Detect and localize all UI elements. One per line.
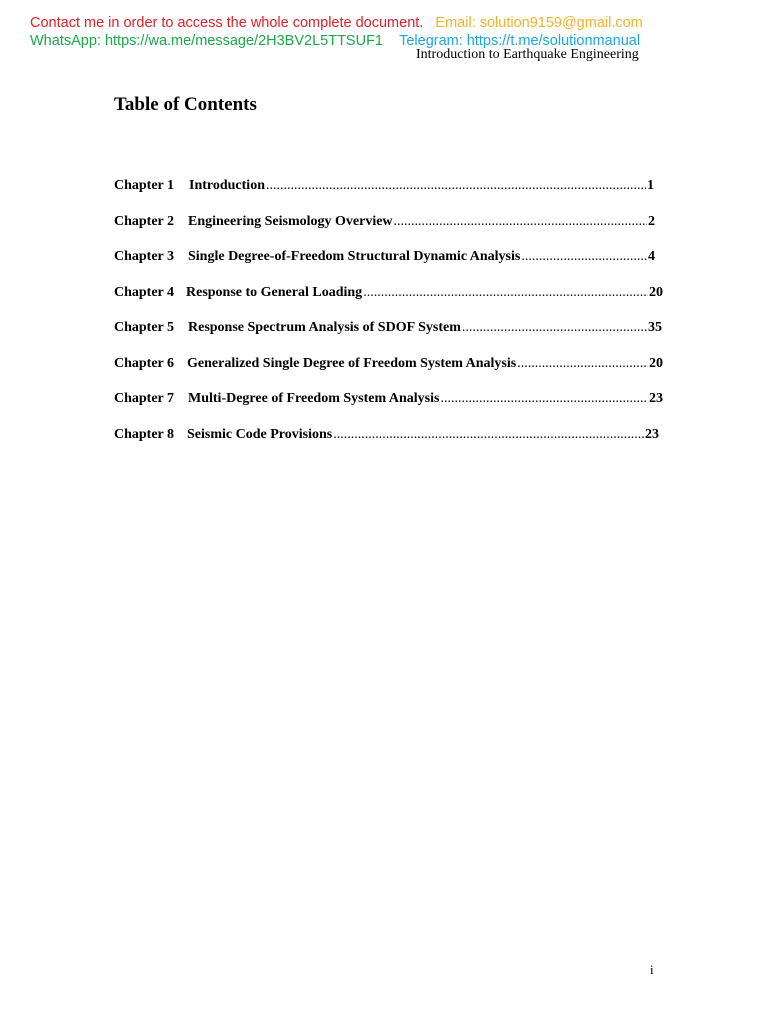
toc-chapter-title: Response to General Loading xyxy=(186,285,363,300)
toc-page-number: 1 xyxy=(647,178,654,193)
toc-leader-dots xyxy=(333,426,644,444)
toc-chapter-title: Introduction xyxy=(189,178,265,193)
toc-leader-dots xyxy=(521,248,647,266)
toc-leader-dots xyxy=(266,177,646,195)
toc-leader-dots xyxy=(394,213,647,231)
toc-chapter-title: Generalized Single Degree of Freedom System Analysis xyxy=(187,356,517,371)
toc-entry-1[interactable] xyxy=(114,177,654,195)
contact-email-link[interactable]: Email: solution9159@gmail.com xyxy=(435,15,643,31)
toc-page-number: 23 xyxy=(649,391,663,406)
page-number: i xyxy=(650,962,654,977)
toc-leader-dots xyxy=(517,355,648,373)
toc-leader-dots xyxy=(363,284,648,302)
toc-chapter-title: Single Degree-of-Freedom Structural Dynamic Analysis xyxy=(188,249,521,264)
toc-leader-dots xyxy=(462,319,647,337)
toc-entry-4[interactable] xyxy=(114,284,663,302)
toc-chapter-label: Chapter 1 xyxy=(114,178,175,193)
toc-page-number: 2 xyxy=(648,214,655,229)
telegram-link[interactable]: Telegram: https://t.me/solutionmanual xyxy=(399,33,641,49)
toc-entry-8[interactable] xyxy=(114,426,659,444)
toc-entry-2[interactable] xyxy=(114,213,655,231)
toc-chapter-title: Engineering Seismology Overview xyxy=(188,214,393,229)
toc-chapter-label: Chapter 6 xyxy=(114,356,175,371)
toc-page-number: 4 xyxy=(648,249,655,264)
toc-entry-3[interactable] xyxy=(114,248,655,266)
toc-leader-dots xyxy=(440,390,648,408)
running-head: Introduction to Earthquake Engineering xyxy=(416,47,639,62)
toc-chapter-title: Multi-Degree of Freedom System Analysis xyxy=(188,391,440,406)
toc-page-number: 35 xyxy=(648,320,662,335)
toc-chapter-label: Chapter 4 xyxy=(114,285,175,300)
toc-entry-5[interactable] xyxy=(114,319,662,337)
contact-message: Contact me in order to access the whole complete document. xyxy=(30,15,424,31)
toc-title: Table of Contents xyxy=(114,94,257,115)
toc-chapter-label: Chapter 3 xyxy=(114,249,175,264)
toc-chapter-label: Chapter 7 xyxy=(114,391,175,406)
toc-page-number: 20 xyxy=(649,285,663,300)
toc-chapter-label: Chapter 2 xyxy=(114,214,175,229)
toc-page-number: 23 xyxy=(645,427,659,442)
toc-page-number: 20 xyxy=(649,356,663,371)
contact-line-1 xyxy=(30,14,643,32)
toc-chapter-label: Chapter 8 xyxy=(114,427,175,442)
whatsapp-link[interactable]: WhatsApp: https://wa.me/message/2H3BV2L5TTSUF1 xyxy=(30,33,383,49)
toc-chapter-title: Seismic Code Provisions xyxy=(187,427,333,442)
toc-chapter-title: Response Spectrum Analysis of SDOF System xyxy=(188,320,461,335)
toc-entry-6[interactable] xyxy=(114,355,663,373)
toc-chapter-label: Chapter 5 xyxy=(114,320,175,335)
toc-entry-7[interactable] xyxy=(114,390,663,408)
